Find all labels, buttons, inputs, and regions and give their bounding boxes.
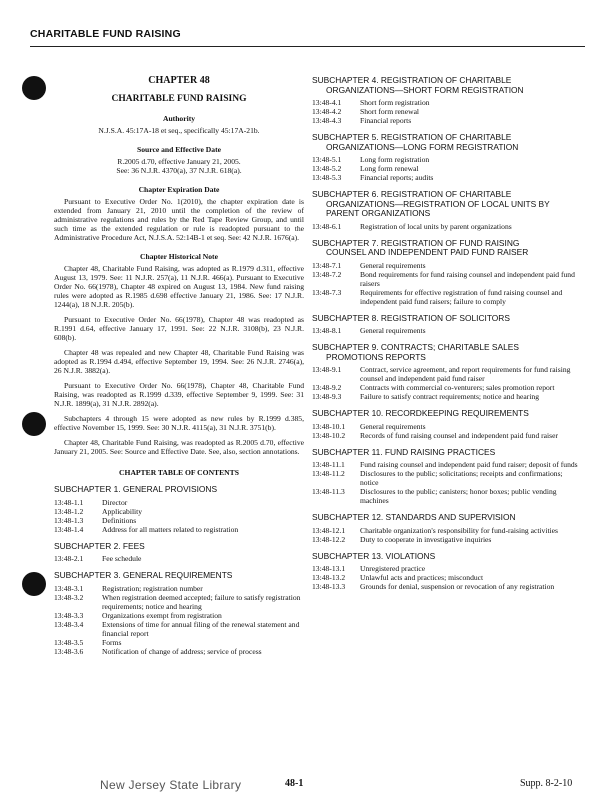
subchapter-title-text: SUBCHAPTER 11. FUND RAISING PRACTICES xyxy=(312,446,496,457)
section-number: 13:48-1.4 xyxy=(54,524,84,534)
section-number: 13:48-1.1 xyxy=(54,497,84,507)
page-number: 48-1 xyxy=(285,778,304,789)
supplement-date: Supp. 8-2-10 xyxy=(520,778,573,789)
history-paragraph: Chapter 48, Charitable Fund Raising, was readopted as R.2005 d.70, effective January 21, 2005. See: Source and Effective Date. See, also, section annotations. xyxy=(54,438,304,456)
section-number: 13:48-7.2 xyxy=(312,269,342,279)
toc-entry xyxy=(54,638,304,647)
toc-subchapter xyxy=(312,314,582,336)
section-title: Duty to cooperate in investigative inquiries xyxy=(360,534,492,544)
toc-entry xyxy=(54,620,304,638)
toc-entry xyxy=(312,164,582,173)
toc-entry xyxy=(312,487,582,505)
subchapter-title xyxy=(312,239,582,258)
toc-entry xyxy=(54,525,304,534)
section-number: 13:48-9.1 xyxy=(312,365,342,374)
section-title: Director xyxy=(102,497,128,507)
section-number: 13:48-3.6 xyxy=(54,646,84,656)
left-column xyxy=(54,76,304,656)
section-number: 13:48-4.2 xyxy=(312,107,342,116)
section-title: Contracts with commercial co-venturers; sales promotion report xyxy=(360,383,555,392)
subchapter-title xyxy=(312,133,582,152)
section-number: 13:48-2.1 xyxy=(54,554,84,563)
subchapter-title-text: SUBCHAPTER 12. STANDARDS AND SUPERVISION xyxy=(312,512,516,522)
section-number: 13:48-9.2 xyxy=(312,383,342,392)
section-number: 13:48-3.2 xyxy=(54,592,84,602)
toc-entry xyxy=(312,582,582,591)
authority-text: N.J.S.A. 45:17A-18 et seq., specifically 45:17A-21b. xyxy=(98,126,260,135)
section-title: Notification of change of address; service of process xyxy=(102,646,262,656)
subchapter-title-text: SUBCHAPTER 10. RECORDKEEPING REQUIREMENTS xyxy=(312,408,529,418)
history-paragraph: Chapter 48 was repealed and new Chapter 48, Charitable Fund Raising was adopted as R.1994 d.494, effective September 19, 1994. See: 26 N.J.R. 2746(a), 26 N.J.R. 3882(a). xyxy=(54,348,304,375)
toc-subchapter xyxy=(312,190,582,231)
section-title: Fee schedule xyxy=(102,554,142,563)
section-title: Short form registration xyxy=(360,98,430,107)
toc-entry xyxy=(54,611,304,620)
chapter-number: CHAPTER 48 xyxy=(148,75,210,86)
subchapter-title-text: SUBCHAPTER 9. CONTRACTS; CHARITABLE SALES xyxy=(312,342,519,352)
history-heading: Chapter Historical Note xyxy=(140,252,218,261)
toc-entry xyxy=(312,107,582,116)
toc-entry xyxy=(312,431,582,440)
binder-hole xyxy=(22,412,46,436)
toc-subchapter xyxy=(312,552,582,592)
toc-entry xyxy=(312,422,582,431)
section-number: 13:48-7.3 xyxy=(312,287,342,297)
toc-entry xyxy=(312,98,582,107)
subchapter-title-text: SUBCHAPTER 13. VIOLATIONS xyxy=(312,550,436,561)
subchapter-title-cont: ORGANIZATIONS—REGISTRATION OF LOCAL UNITS BY PARENT ORGANIZATIONS xyxy=(326,198,550,218)
toc-subchapter xyxy=(312,409,582,440)
binder-hole xyxy=(22,76,46,100)
toc-entry xyxy=(312,526,582,535)
section-number: 13:48-5.1 xyxy=(312,155,342,164)
section-title: Registration of local units by parent organizations xyxy=(360,221,512,231)
section-number: 13:48-5.2 xyxy=(312,164,342,173)
toc-entry xyxy=(54,516,304,525)
expiration-text: Pursuant to Executive Order No. 1(2010), the chapter expiration date is extended from January 21, 2010 until the completion of the review of administrative regulations and rules by the Red Tape Review Group, and until such time as the extended regulation or rule is readopted pursuant to the Administrative Procedure Act, N.J.S.A. 52:14B-1 et seq. See: 42 N.J.R. 1676(a). xyxy=(54,197,304,242)
section-number: 13:48-13.2 xyxy=(312,573,346,582)
library-stamp: New Jersey State Library xyxy=(100,778,242,792)
toc-entry xyxy=(312,535,582,544)
section-title: Definitions xyxy=(102,515,137,525)
toc-entry xyxy=(312,469,582,487)
subchapter-title-cont: ORGANIZATIONS—SHORT FORM REGISTRATION xyxy=(326,84,524,95)
history-paragraph: Chapter 48, Charitable Fund Raising, was adopted as R.1979 d.311, effective August 13, 1979. See: 11 N.J.R. 257(a), 11 N.J.R. 466(a). Pursuant to Executive Order No. 66(1978), Chapter 48 expired on August 13, 1984. New fund raising rules were adopted as R.1985 d.698 effective January 21, 1986. See: 17 N.J.R. 1244(a), 18 N.J.R. 205(b). xyxy=(54,264,304,309)
subchapter-title xyxy=(312,343,582,362)
section-number: 13:48-7.1 xyxy=(312,260,342,270)
toc-entry xyxy=(312,288,582,306)
toc-entry xyxy=(312,564,582,573)
toc-entry xyxy=(54,647,304,656)
section-title: Disclosures to the public; canisters; honor boxes; public vending machines xyxy=(360,487,557,505)
toc-entry xyxy=(312,392,582,401)
section-number: 13:48-4.3 xyxy=(312,116,342,125)
subchapter-title-text: SUBCHAPTER 8. REGISTRATION OF SOLICITORS xyxy=(312,312,510,323)
source-line: R.2005 d.70, effective January 21, 2005. xyxy=(117,157,241,166)
right-column xyxy=(312,76,582,591)
section-number: 13:48-13.3 xyxy=(312,582,346,591)
toc-entry xyxy=(312,116,582,125)
section-title: Unlawful acts and practices; misconduct xyxy=(360,573,484,582)
section-title: Charitable organization's responsibility for fund-raising activities xyxy=(360,525,558,535)
source-heading: Source and Effective Date xyxy=(136,145,221,154)
toc-entry xyxy=(312,222,582,231)
toc-subchapter xyxy=(312,76,582,125)
history-paragraph: Pursuant to Executive Order No. 66(1978), Chapter 48, Charitable Fund Raising, was readopted as R.1999 d.339, effective September 9, 1999. See: 31 N.J.R. 1899(a), 31 N.J.R. 2892(a). xyxy=(54,381,304,408)
section-title: Long form registration xyxy=(360,155,430,164)
subchapter-title-text: SUBCHAPTER 1. GENERAL PROVISIONS xyxy=(54,484,218,494)
toc-entry xyxy=(312,573,582,582)
toc-left xyxy=(54,485,304,656)
subchapter-title-text: SUBCHAPTER 5. REGISTRATION OF CHARITABLE xyxy=(312,132,512,142)
history-paragraph: Subchapters 4 through 15 were adopted as new rules by R.1999 d.385, effective November 15, 1999. See: 30 N.J.R. 4115(a), 31 N.J.R. 3751(b). xyxy=(54,414,304,432)
section-title: Failure to satisfy contract requirements; notice and hearing xyxy=(360,392,540,401)
section-number: 13:48-12.2 xyxy=(312,534,346,544)
running-header: CHARITABLE FUND RAISING xyxy=(30,28,181,40)
expiration-heading: Chapter Expiration Date xyxy=(138,185,220,194)
section-title: Grounds for denial, suspension or revocation of any registration xyxy=(360,582,555,591)
section-number: 13:48-3.3 xyxy=(54,610,84,620)
section-title: Forms xyxy=(102,637,122,647)
toc-entry xyxy=(54,554,304,563)
toc-entry xyxy=(312,155,582,164)
section-number: 13:48-11.1 xyxy=(312,460,345,469)
toc-entry xyxy=(312,261,582,270)
section-title: Extensions of time for annual filing of the renewal statement and financial report xyxy=(102,619,300,638)
section-number: 13:48-1.3 xyxy=(54,515,84,525)
subchapter-title xyxy=(312,552,582,562)
toc-right xyxy=(312,76,582,591)
section-number: 13:48-4.1 xyxy=(312,98,342,107)
toc-entry xyxy=(54,507,304,516)
toc-subchapter xyxy=(312,448,582,506)
toc-entry xyxy=(54,498,304,507)
section-title: Short form renewal xyxy=(360,107,420,116)
toc-subchapter xyxy=(312,239,582,306)
header-rule xyxy=(30,46,585,47)
section-title: Disclosures to the public; solicitations; receipts and confirmations; notice xyxy=(360,469,563,487)
toc-entry xyxy=(312,326,582,335)
toc-subchapter xyxy=(312,343,582,401)
section-title: Financial reports xyxy=(360,116,412,125)
section-number: 13:48-5.3 xyxy=(312,173,342,182)
subchapter-title-cont: ORGANIZATIONS—LONG FORM REGISTRATION xyxy=(326,141,519,152)
history-paragraph: Pursuant to Executive Order No. 66(1978), Chapter 48 was readopted as R.1991 d.64, effective January 17, 1991. See: 22 N.J.R. 3108(b), 23 N.J.R. 608(b). xyxy=(54,315,304,342)
section-title: General requirements xyxy=(360,421,426,431)
section-number: 13:48-13.1 xyxy=(312,564,346,573)
subchapter-title-text: SUBCHAPTER 6. REGISTRATION OF CHARITABLE xyxy=(312,189,512,199)
section-title: Unregistered practice xyxy=(360,564,426,573)
toc-subchapter xyxy=(312,513,582,544)
section-title: Financial reports; audits xyxy=(360,173,434,182)
section-number: 13:48-3.1 xyxy=(54,583,84,593)
toc-entry xyxy=(312,365,582,383)
toc-entry xyxy=(312,460,582,469)
section-title: Contract, service agreement, and report requirements for fund raising counsel and independent paid fund raiser xyxy=(360,365,571,383)
section-number: 13:48-8.1 xyxy=(312,326,342,335)
section-title: When registration deemed accepted; failure to satisfy registration requirements; notice and hearing xyxy=(102,592,301,611)
section-title: Fund raising counsel and independent paid fund raiser; deposit of funds xyxy=(360,460,578,469)
section-title: Address for all matters related to registration xyxy=(102,524,239,534)
subchapter-title xyxy=(312,409,582,419)
toc-entry xyxy=(54,584,304,593)
toc-subchapter xyxy=(54,542,304,564)
subchapter-title-text: SUBCHAPTER 4. REGISTRATION OF CHARITABLE xyxy=(312,75,512,85)
section-title: Bond requirements for fund raising counsel and independent paid fund raisers xyxy=(360,269,575,288)
toc-subchapter xyxy=(54,485,304,534)
section-title: Long form renewal xyxy=(360,164,419,173)
authority-heading: Authority xyxy=(162,114,196,123)
toc-subchapter xyxy=(54,571,304,656)
section-title: Records of fund raising counsel and independent paid fund raiser xyxy=(360,430,559,440)
subchapter-title-text: SUBCHAPTER 3. GENERAL REQUIREMENTS xyxy=(54,570,233,580)
section-title: General requirements xyxy=(360,326,426,335)
section-title: Organizations exempt from registration xyxy=(102,610,222,620)
toc-subchapter xyxy=(312,133,582,182)
chapter-title: CHARITABLE FUND RAISING xyxy=(111,94,247,104)
section-number: 13:48-10.1 xyxy=(312,421,346,431)
subchapter-title xyxy=(312,314,582,324)
section-number: 13:48-12.1 xyxy=(312,525,346,535)
binder-hole xyxy=(22,572,46,596)
toc-entry xyxy=(312,173,582,182)
section-title: Applicability xyxy=(102,506,143,516)
section-number: 13:48-3.4 xyxy=(54,619,84,629)
section-number: 13:48-1.2 xyxy=(54,506,84,516)
toc-entry xyxy=(54,593,304,611)
section-title: Requirements for effective registration of fund raising counsel and independent paid fund raisers; failure to comply xyxy=(360,287,563,306)
subchapter-title xyxy=(54,485,304,495)
subchapter-title xyxy=(312,76,582,95)
subchapter-title xyxy=(312,448,582,458)
section-number: 13:48-11.3 xyxy=(312,487,345,496)
toc-entry xyxy=(312,270,582,288)
section-number: 13:48-10.2 xyxy=(312,430,346,440)
subchapter-title-text: SUBCHAPTER 7. REGISTRATION OF FUND RAISING xyxy=(312,237,520,248)
subchapter-title xyxy=(54,571,304,581)
section-title: Registration; registration number xyxy=(102,583,203,593)
section-title: General requirements xyxy=(360,260,426,270)
subchapter-title xyxy=(312,513,582,523)
subchapter-title xyxy=(54,542,304,552)
section-number: 13:48-6.1 xyxy=(312,221,342,231)
toc-heading: CHAPTER TABLE OF CONTENTS xyxy=(119,468,239,477)
section-number: 13:48-3.5 xyxy=(54,637,84,647)
source-line: See: 36 N.J.R. 4370(a), 37 N.J.R. 618(a). xyxy=(116,166,242,175)
subchapter-title-cont: PROMOTIONS REPORTS xyxy=(326,351,426,362)
section-number: 13:48-11.2 xyxy=(312,469,345,478)
section-number: 13:48-9.3 xyxy=(312,392,342,401)
subchapter-title-cont: COUNSEL AND INDEPENDENT PAID FUND RAISER xyxy=(326,247,529,257)
subchapter-title xyxy=(312,190,582,219)
subchapter-title-text: SUBCHAPTER 2. FEES xyxy=(54,540,145,551)
toc-entry xyxy=(312,383,582,392)
